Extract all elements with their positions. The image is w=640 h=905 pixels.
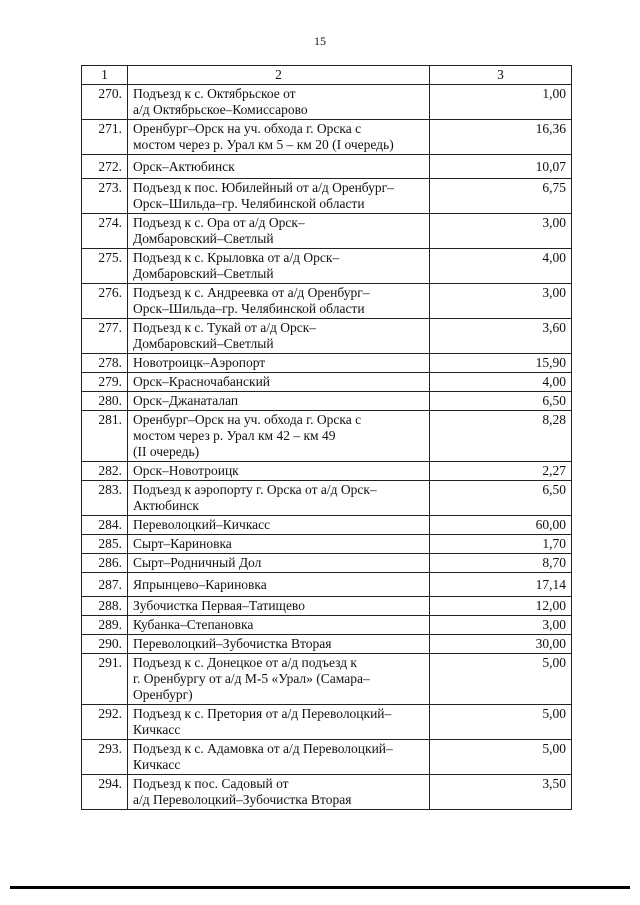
table-row — [82, 411, 572, 462]
road-length-cell: 2,27 — [430, 462, 572, 481]
row-number-cell: 282. — [82, 462, 128, 481]
table-row — [82, 155, 572, 179]
row-number-cell: 289. — [82, 616, 128, 635]
row-number-cell: 286. — [82, 554, 128, 573]
road-name-cell: Кубанка–Степановка — [128, 616, 430, 635]
table-row — [82, 597, 572, 616]
road-name-cell: Новотроицк–Аэропорт — [128, 354, 430, 373]
road-length-cell: 8,70 — [430, 554, 572, 573]
header-row — [82, 66, 572, 85]
road-length-cell: 8,28 — [430, 411, 572, 462]
row-number-cell: 290. — [82, 635, 128, 654]
table-row — [82, 573, 572, 597]
table-row — [82, 214, 572, 249]
road-name-cell: Подъезд к пос. Юбилейный от а/д Оренбург– Орск–Шильда–гр. Челябинской области — [128, 179, 430, 214]
road-length-cell: 1,00 — [430, 85, 572, 120]
table-row — [82, 354, 572, 373]
table-row — [82, 284, 572, 319]
road-length-cell: 6,75 — [430, 179, 572, 214]
row-number-cell: 285. — [82, 535, 128, 554]
road-length-cell: 3,00 — [430, 284, 572, 319]
road-name-cell: Подъезд к с. Донецкое от а/д подъезд к г. Оренбургу от а/д М-5 «Урал» (Самара– Оренбург) — [128, 654, 430, 705]
row-number-cell: 281. — [82, 411, 128, 462]
table-row — [82, 481, 572, 516]
road-length-cell: 5,00 — [430, 740, 572, 775]
table-row — [82, 775, 572, 810]
road-name-cell: Подъезд к с. Адамовка от а/д Переволоцкий– Кичкасс — [128, 740, 430, 775]
road-name-cell: Орск–Актюбинск — [128, 155, 430, 179]
road-name-cell: Орск–Красночабанский — [128, 373, 430, 392]
road-name-cell: Орск–Джанаталап — [128, 392, 430, 411]
row-number-cell: 284. — [82, 516, 128, 535]
table-body — [82, 85, 572, 810]
road-length-cell: 6,50 — [430, 481, 572, 516]
road-length-cell: 3,00 — [430, 616, 572, 635]
table-row — [82, 535, 572, 554]
row-number-cell: 273. — [82, 179, 128, 214]
row-number-cell: 294. — [82, 775, 128, 810]
row-number-cell: 291. — [82, 654, 128, 705]
road-length-cell: 10,07 — [430, 155, 572, 179]
table-row — [82, 516, 572, 535]
road-name-cell: Подъезд к аэропорту г. Орска от а/д Орск– Актюбинск — [128, 481, 430, 516]
row-number-cell: 274. — [82, 214, 128, 249]
road-length-cell: 4,00 — [430, 373, 572, 392]
bottom-rule — [10, 886, 630, 889]
table-row — [82, 554, 572, 573]
road-name-cell: Сырт–Родничный Дол — [128, 554, 430, 573]
road-length-cell: 3,00 — [430, 214, 572, 249]
row-number-cell: 293. — [82, 740, 128, 775]
table-row — [82, 654, 572, 705]
road-length-cell: 60,00 — [430, 516, 572, 535]
row-number-cell: 283. — [82, 481, 128, 516]
row-number-cell: 276. — [82, 284, 128, 319]
road-name-cell: Оренбург–Орск на уч. обхода г. Орска с мостом через р. Урал км 5 – км 20 (I очередь) — [128, 120, 430, 155]
table-row — [82, 85, 572, 120]
road-name-cell: Сырт–Кариновка — [128, 535, 430, 554]
table-row — [82, 392, 572, 411]
road-name-cell: Орск–Новотроицк — [128, 462, 430, 481]
road-name-cell: Переволоцкий–Кичкасс — [128, 516, 430, 535]
road-length-cell: 3,60 — [430, 319, 572, 354]
road-name-cell: Подъезд к пос. Садовый от а/д Переволоцкий–Зубочистка Вторая — [128, 775, 430, 810]
road-name-cell: Подъезд к с. Тукай от а/д Орск– Домбаровский–Светлый — [128, 319, 430, 354]
page-number: 15 — [314, 34, 326, 48]
row-number-cell: 275. — [82, 249, 128, 284]
roads-table — [81, 65, 572, 810]
row-number-cell: 292. — [82, 705, 128, 740]
table-header — [82, 66, 572, 85]
row-number-cell: 270. — [82, 85, 128, 120]
table-row — [82, 740, 572, 775]
road-name-cell: Переволоцкий–Зубочистка Вторая — [128, 635, 430, 654]
header-col-3: 3 — [430, 66, 572, 85]
table-row — [82, 120, 572, 155]
road-length-cell: 17,14 — [430, 573, 572, 597]
road-length-cell: 1,70 — [430, 535, 572, 554]
road-name-cell: Подъезд к с. Ора от а/д Орск– Домбаровский–Светлый — [128, 214, 430, 249]
road-name-cell: Оренбург–Орск на уч. обхода г. Орска с мостом через р. Урал км 42 – км 49 (II очередь) — [128, 411, 430, 462]
road-name-cell: Подъезд к с. Претория от а/д Переволоцкий– Кичкасс — [128, 705, 430, 740]
table-row — [82, 635, 572, 654]
table-row — [82, 319, 572, 354]
table-row — [82, 373, 572, 392]
road-length-cell: 12,00 — [430, 597, 572, 616]
road-length-cell: 16,36 — [430, 120, 572, 155]
table-row — [82, 462, 572, 481]
road-length-cell: 4,00 — [430, 249, 572, 284]
road-length-cell: 6,50 — [430, 392, 572, 411]
row-number-cell: 277. — [82, 319, 128, 354]
row-number-cell: 280. — [82, 392, 128, 411]
road-length-cell: 5,00 — [430, 654, 572, 705]
row-number-cell: 271. — [82, 120, 128, 155]
header-col-2: 2 — [128, 66, 430, 85]
road-length-cell: 5,00 — [430, 705, 572, 740]
table-row — [82, 705, 572, 740]
row-number-cell: 279. — [82, 373, 128, 392]
road-name-cell: Зубочистка Первая–Татищево — [128, 597, 430, 616]
road-name-cell: Подъезд к с. Андреевка от а/д Оренбург– Орск–Шильда–гр. Челябинской области — [128, 284, 430, 319]
table-row — [82, 616, 572, 635]
row-number-cell: 287. — [82, 573, 128, 597]
table-row — [82, 249, 572, 284]
table-row — [82, 179, 572, 214]
row-number-cell: 278. — [82, 354, 128, 373]
row-number-cell: 288. — [82, 597, 128, 616]
road-name-cell: Подъезд к с. Октябрьское от а/д Октябрьское–Комиссарово — [128, 85, 430, 120]
road-length-cell: 30,00 — [430, 635, 572, 654]
row-number-cell: 272. — [82, 155, 128, 179]
header-col-1: 1 — [82, 66, 128, 85]
road-name-cell: Япрынцево–Кариновка — [128, 573, 430, 597]
road-length-cell: 3,50 — [430, 775, 572, 810]
road-name-cell: Подъезд к с. Крыловка от а/д Орск– Домбаровский–Светлый — [128, 249, 430, 284]
road-length-cell: 15,90 — [430, 354, 572, 373]
